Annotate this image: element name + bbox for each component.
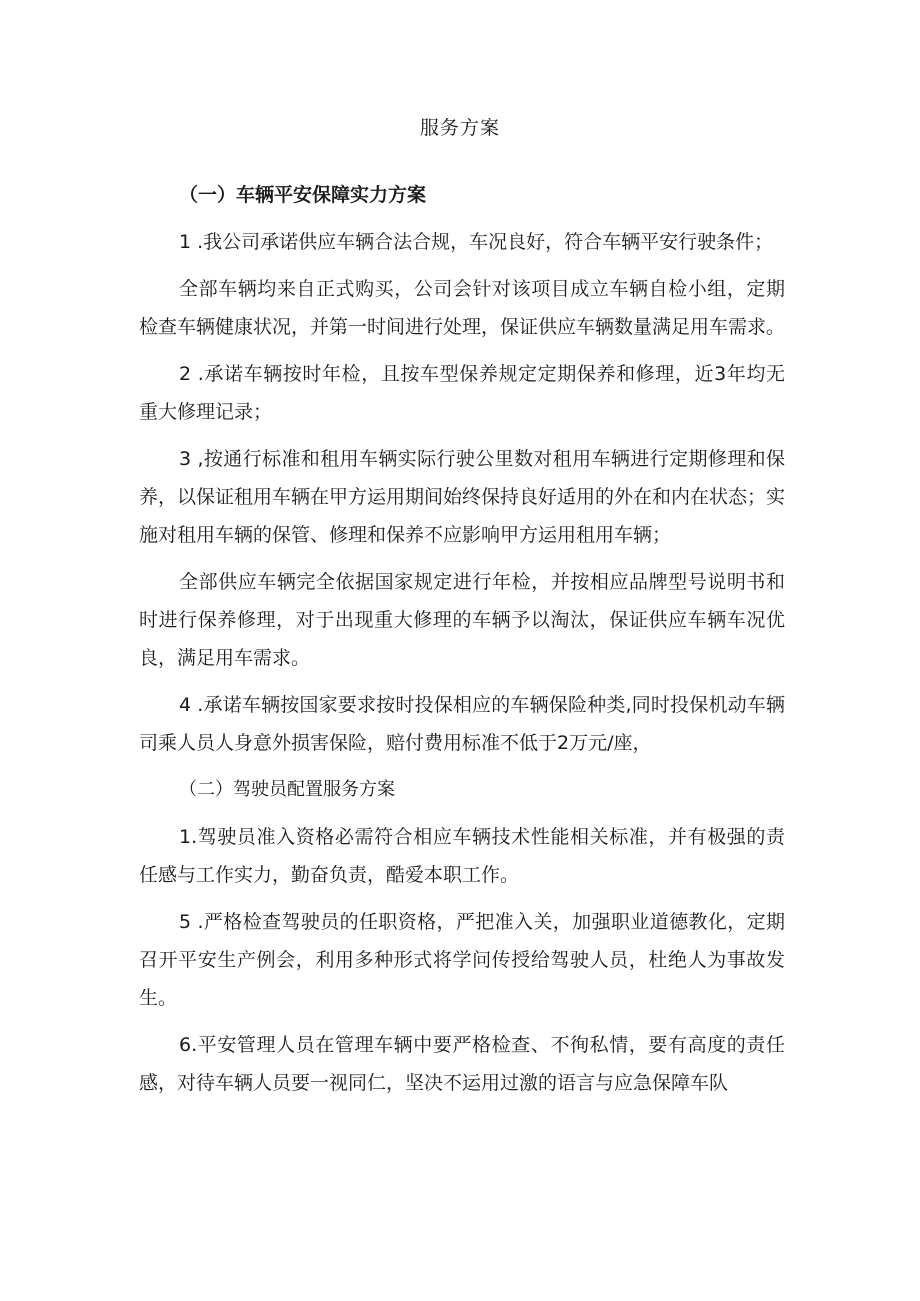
section-heading-vehicle-safety: （一）车辆平安保障实力方案 [179, 184, 427, 206]
section-heading-driver-config: （二）驾驶员配置服务方案 [179, 779, 395, 800]
paragraph-9: 6.平安管理人员在管理车辆中要严格检查、不徇私情，要有高度的责任感，对待车辆人员要一视同仁，坚决不运用过激的语言与应急保障车队 [139, 1034, 785, 1094]
paragraph-6: 4 .承诺车辆按国家要求按时投保相应的车辆保险种类,同时投保机动车辆司乘人员人身意外损害保险，赔付费用标准不低于2万元/座， [139, 694, 785, 754]
document-body [139, 176, 785, 1111]
paragraph-2: 全部车辆均来自正式购买，公司会针对该项目成立车辆自检小组，定期检查车辆健康状况，并第一时间进行处理，保证供应车辆数量满足用车需求。 [139, 278, 786, 338]
document-title: 服务方案 [419, 117, 500, 139]
paragraph-3: 2 .承诺车辆按时年检，且按车型保养规定定期保养和修理，近3年均无重大修理记录； [139, 363, 785, 423]
paragraph-4: 3 ,按通行标准和租用车辆实际行驶公里数对租用车辆进行定期修理和保养，以保证租用车辆在甲方运用期间始终保持良好适用的外在和内在状态；实施对租用车辆的保管、修理和保养不应影响甲方运用租用车辆； [139, 448, 786, 546]
paragraph-1: 1 .我公司承诺供应车辆合法合规，车况良好，符合车辆平安行驶条件； [179, 231, 774, 253]
paragraph-5: 全部供应车辆完全依据国家规定进行年检，并按相应品牌型号说明书和时进行保养修理，对于出现重大修理的车辆予以淘汰，保证供应车辆车况优良，满足用车需求。 [139, 571, 785, 669]
paragraph-7: 1.驾驶员准入资格必需符合相应车辆技术性能相关标准，并有极强的责任感与工作实力，勤奋负责，酷爱本职工作。 [139, 826, 785, 886]
paragraph-8: 5 .严格检查驾驶员的任职资格，严把准入关，加强职业道德教化，定期召开平安生产例会，利用多种形式将学问传授给驾驶人员，杜绝人为事故发生。 [139, 911, 785, 1009]
